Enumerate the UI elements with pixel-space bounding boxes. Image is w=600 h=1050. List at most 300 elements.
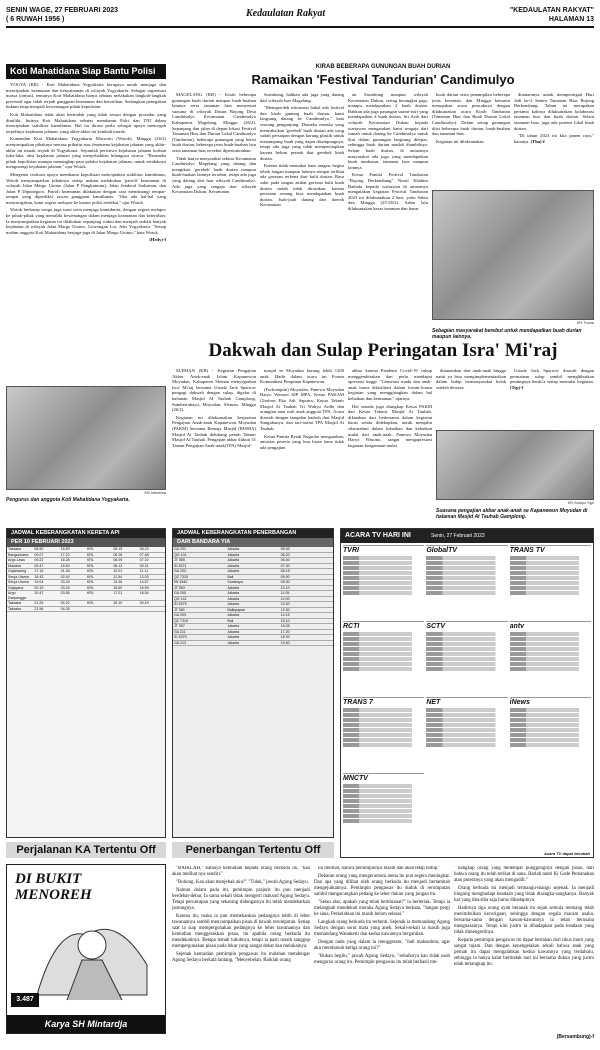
story3-col4 (436, 368, 506, 428)
story2-col1 (172, 92, 256, 332)
rail-cell: Senja Utama (8, 574, 29, 579)
rail-cell: 04.35 (60, 606, 70, 611)
story3-credit: KR-Sutopo Sgh (567, 501, 594, 505)
issue-date: SENIN WAGE, 27 FEBRUARI 2023 (6, 7, 119, 14)
rail-cell: 19.10 (113, 601, 123, 605)
flight-cell: JT 557 (174, 624, 185, 628)
flight-cell: GA 213 (174, 640, 186, 645)
story1-body (6, 82, 166, 382)
flight-cell: Jakarta (227, 552, 240, 557)
serial-c1d: Karena itu, maka ia pun memekankan pedangnya lebih di leher tawanannya sambil menyampaikan pisau di bawah rerumputan. Setiap saat ia siap mempergunakan pedangnya ke leher tawanannya dan kemudian menggerakkan pisau, itu apabila orang berkuda itu mendekatinya. Betapa lemah tubuhnya, tetapi ia pasti masih sanggup mempergunakan pisau pada lekar yang sangat dekat dan melukainya. (172, 914, 310, 949)
tv-listing-line (343, 591, 424, 595)
rail-cell: KRL (86, 574, 94, 579)
story3-c4: ditanamkan dari anak-anak hingga nanti ya bisa mengimplementasikan dalam hidup bermasyarakat kelak setelah dewasa. (436, 368, 506, 390)
story3-col5 (510, 368, 594, 428)
rail-cell: KRL (86, 563, 94, 568)
tv-channel-name: TVRI (343, 547, 359, 554)
serial-col2 (314, 866, 450, 1036)
story3-c3b: Hal senada juga diungkap Ketua PAKM dan Ketua Takmir Masjid At Tauhab, dikatakan dari berkesama dalam kegiatan harus selalu didekapkan, untuk menjalin silaturahmi dalam kebaikan dan kebaikan mulai dari anak-anak. Panewu Moyudan Haryo Wasono, sangat mengapresiasi kegiatan keagamaan mulai (348, 403, 432, 448)
rail-cell: Taksaka (8, 606, 22, 611)
tv-listing-line (343, 743, 424, 747)
comic-number: 3.487 (11, 993, 39, 1007)
flight-cell: Jakarta (227, 558, 240, 562)
story2-c1: MAGELANG (KR) - Kirab beberapa gunungan buah durian maupun buah-buahan lainnya serta tanaman hias menyemai suasana di wilayah Dusun Bojong Desa Candimulyo Kecamatan Candimulyo Kabupaten Magelang, Minggu (26/2). Sepanjang dan jalan di depan lokasi Festival Tanaman Hias dan Durian Lokal Candimulyo (Tandurian), beberapa gunungan yang berisi buah durian, beberapa jenis buah-buahan lain serta tanaman hias tersebut dipertontonkan. (172, 92, 256, 153)
rail-cell: 17.21 (113, 591, 123, 595)
rail-cell: Malabar (8, 563, 21, 568)
rail-row (7, 591, 165, 601)
flight-cell: Jakarta (227, 635, 240, 639)
tv-grid (341, 543, 593, 849)
story3-col2 (260, 368, 344, 518)
tv-listing-line (426, 743, 507, 747)
story3-caption: Suasana pengajian akbar anak-anak se Kapanewon Moyudan di halaman Masjid At Tauhab Gamplong. (436, 508, 588, 520)
story3-c2: masjid se Moyudan kurang lebih 1200 anak. Hadir dalam acara ini Forum Komunikasi Pimpinan Kapanewon. (260, 368, 344, 385)
rail-cell: Taksaka (8, 547, 22, 551)
rail-title: JADWAL KEBERANGKATAN KERETA API (7, 529, 165, 538)
tv-listing-line (426, 581, 507, 585)
rail-cell: 03.29 (60, 585, 70, 590)
tv-listing-line (343, 667, 424, 671)
story1-p2: Koti Mahatidana tidak akan bertindak yang tidak sesuai dengan prosedur yang dimiliki. Intinya Koti Mahatidana sebatas membantu Polri dan TNI dalam menciptakan stabilitas kamtibmas. Hal itu dirasa perlu sebagai upaya mencegah terjadinya kejahatan jalanan, yang akhir-akhir ini kembali marak. (6, 111, 166, 134)
flight-cell: 09.30 (280, 580, 290, 584)
story2-c3b: Ketua Panitia Festival Tandurian "Bojong Berkembang" Nurul Khakim Baihaki kepada wartawan di antaranya mengatakan kegiatan Festival Tandurian 2023 ini dilaksanakan 2 hari, yaitu Sabtu dan Minggu (25-26/2). Sabtu lalu dilaksanakan bazar tanaman dan bazar (348, 172, 428, 211)
tv-listing-line (426, 723, 507, 727)
tv-channel-name: RCTI (343, 623, 360, 630)
tv-listing-line (426, 576, 507, 580)
tv-listing-line (343, 581, 424, 585)
flight-cell: 16.05 (280, 624, 290, 628)
tv-listing-line (343, 647, 424, 651)
tv-listing-line (426, 556, 507, 560)
story2-c2c: Karena tidak memakai kaos tangan, begitu tebak langan maupun lainnya sempat terlihat ada goresan terkena duri kulit durian. Rasa sakit pada tangan akibat goresan kulit buah durian sudah tidak dirasakan, karena perasaan senang bisa mendapatkan buah durian. Juah-juah datang dari daerah Kecamatan (260, 163, 344, 208)
flight-cell: QG 101 (174, 552, 187, 557)
flight-cell: Jakarta (227, 629, 240, 634)
serial-c1e: Sejenak kemudian pemimpin pengawas itu malahan mendengar Agung Sedayu berkata lantang, "Menyebelah. Baiklah orang (172, 952, 310, 963)
rail-cell: 09.22 (34, 558, 44, 562)
flight-table (173, 547, 333, 646)
tv-date: Senin, 27 Februari 2023 (431, 533, 485, 539)
flight-cell: 17.20 (280, 629, 290, 634)
story1-lead: YOGYA (KR) - Koti Mahatidana Yogyakarta berupaya untuk menjaga dan menciptakan keamanan dan kenyamanan di wilayah Yogyakarta. Sebagai organisasi massa (ormas), tentunya Koti Mahatidana hanya sebatas melakukan langkah-langkah preventif agar tidak terjadi gangguan keamanan dan ketertiban. Sedangkan penegakan hukum tetap menjadi kewenangan pihak kepolisian. (6, 82, 166, 110)
serial-c3c: Hadirnya tiga orang ayah beranak itu sejak semula memang telah menimbulkan kecurigaan, sehingga dengan segala macam usaha, bersama-sama dengan kawan-kawannya ia telah berusaha menguasainya. Tetapi kini justru ia dihadapkan pada keadaan yang tidak dimengertinya. (454, 906, 594, 935)
tv-channel-block (510, 697, 591, 771)
flight-cell: 14.15 (280, 613, 290, 617)
tv-channel-name: GlobalTV (426, 547, 458, 554)
tv-listing-line (343, 561, 424, 565)
tv-listing-line (426, 728, 507, 732)
tv-listing-line (343, 789, 424, 793)
rail-cell: KRL (86, 558, 94, 562)
flight-cell: Jakarta (227, 585, 240, 590)
tv-channel-name: NET (426, 699, 441, 706)
rail-row (7, 607, 165, 613)
flight-cell: ID 6371 (174, 563, 187, 568)
tv-listing-line (510, 632, 591, 636)
rail-cell: Taksaka (8, 601, 22, 605)
rail-cell: 10.01 (113, 569, 123, 573)
tv-listing-line (343, 657, 424, 661)
tv-listing-line (343, 556, 424, 560)
tv-listing-line (343, 713, 424, 717)
story3-photo (436, 430, 594, 500)
tv-title: ACARA TV HARI INI (345, 532, 411, 539)
tv-listing-line (510, 728, 591, 732)
story1-photo (6, 386, 166, 490)
tv-listing-line (426, 718, 507, 722)
rail-cell (112, 607, 138, 612)
story2-c2: Srumbung, bahkan ada juga yang datang dari wilayah luar Magelang. (260, 92, 344, 103)
tv-channel-block (510, 621, 591, 695)
story1-p5: Wotok berharap warga juga turut serta menjaga kamtibmas, dengan segera melapor ke pihak-pihak yang memiliki kewenangan dalam menjaga keamanan dan ketertiban. Ia menyampaikan kegiatan ini dilakukan sepanjang waktu dan menjadi sedikit banyak kejahatan di wilayah Jalan Margo Utomo, Gowongan Lor, Jetis Yogyakarta. "Setiap malam anggota Koti Mahatidana berjaga-jaga di Jalan Margo Utomo," kata Wotok. (6, 207, 166, 235)
flight-cell: Jakarta (227, 613, 240, 617)
tv-listing-line (343, 571, 424, 575)
tv-listing-line (426, 657, 507, 661)
rail-cell: 17.18 (34, 569, 44, 573)
flight-cell: JT 561 (174, 607, 185, 612)
flight-cell: Balikpapan (227, 607, 246, 612)
rail-cell: 20.15 (34, 585, 44, 590)
flight-cell: Jakarta (227, 624, 240, 628)
flight-cell: JT 555 (174, 558, 185, 562)
story3-c1: SLEMAN (KR) - Kegiatan Pengajian Akbar Anak-anak Islam Kapanewon Moyudan, Kabupaten Sleman menyegarkan Isra' Mi'raj bersama Ustadz Jack Sparrow pengagi dakwah dengan sulap, digelar di halaman Masjid Al Tauhab Gamplong, Sumberrahayu, Moyudan, Sleman, Minggu (26/2). (172, 368, 256, 413)
rail-cell: 06.28 (113, 552, 123, 557)
serial-c2c: "Setan alas, apakah yang telah berkhianat?" ia berteriak. Tetapi ia melangkah mendekati meraka Agung Sedayu berkata, "Jangan pergi ke sana. Perkelahian ini masih belum selesai." (314, 900, 450, 917)
rail-table (7, 547, 165, 612)
rail-cell: KRL (86, 601, 94, 605)
tv-listing-line (510, 576, 591, 580)
flight-cell: QG 141 (174, 596, 187, 601)
tv-listing-line (343, 794, 424, 798)
flight-cell: 12.40 (280, 602, 290, 606)
tv-listing-line (343, 652, 424, 656)
flight-cell: 15.10 (280, 618, 290, 623)
tv-listing-line (426, 667, 507, 671)
flight-cell: GA 211 (174, 629, 186, 634)
flight-cell: Jakarta (227, 602, 240, 606)
tv-listing-line (510, 652, 591, 656)
flight-cell: Bali (227, 618, 234, 623)
story3-col3 (348, 368, 432, 518)
tv-listing-line (426, 632, 507, 636)
rail-cell: 17.22 (60, 552, 70, 557)
flight-cell: ID 6375 (174, 602, 187, 606)
tv-listing-line (426, 642, 507, 646)
story2-c4b: Kegiatan ini dilaksanakan (436, 138, 484, 144)
tv-listing-line (343, 718, 424, 722)
story2-col4 (432, 92, 510, 182)
masthead-right (510, 6, 594, 24)
story2-credit: KR-Thoha (576, 321, 594, 325)
rail-cell: Argo Dwipangga (8, 591, 26, 600)
story2-c1b: Tidak hanya masyarakat sekitar Kecamatan Candimulyo Magelang yang datang dan mengikuti 'gerebek' buah durian maupun buah-buahan lainnya tersebut, tetapi ada juga yang datang dari luar wilayah Candimulyo. Ada juga yang sengaja dari wilayah Kecamatan Dukun, Kecamatan (172, 155, 256, 195)
story1-title: Koti Mahatidana Siap Bantu Polisi (6, 64, 166, 79)
rail-cell: 07.48 (139, 552, 149, 557)
rail-cell: 09.31 (139, 563, 149, 568)
tv-channel-name: TRANS TV (509, 547, 545, 554)
tv-channel-name: SCTV (426, 623, 445, 630)
header-rule (6, 26, 594, 28)
tv-listing-line (343, 586, 424, 590)
flight-cell: GA 209 (174, 613, 186, 617)
story2-c4: buah durian serta penampilan beberapa jenis kesenian, dan Minggu kemarin merupakan acara puncaknya dengan dilaksanakan acara Kirab Tandurian (Tanaman Hias dan Buah Durian Lokal Candimulyo). Dalam setiap gunungan diisi beberapa buah durian, buah-buahan dan tanaman hias. (432, 92, 510, 137)
page-header (6, 4, 594, 46)
story2-col2 (260, 92, 344, 332)
rail-cell: 19.04 (34, 580, 44, 584)
tv-listing-line (510, 733, 591, 737)
flight-cell: Bali (227, 574, 234, 579)
tv-listing-line (510, 591, 591, 595)
rail-cell: 05.15 (113, 547, 123, 551)
tv-listing-line (343, 708, 424, 712)
story2-c2b: "Memperoleh informasi bakal ada festival dan kirab gunung buah durian, kami langsung datang ke Candimulyo," kata seorang pengunjung. Dianeka meraka yang menyaksikan 'gerebek' buah durian ada yang sudah persiapan dengan karung plastik untuk menampung buah yang dapat ditampungnya, tetapi ada juga yang tidak mempersiapkan karena belum pernah ikut gerebek buah durian. (260, 105, 344, 161)
rail-cell: Argo Lawu (8, 558, 26, 562)
rail-cell: 11.11 (139, 569, 149, 573)
tv-listing-line (343, 814, 424, 818)
serial-c1b: "Bohong. Kau akan menjebak aku?" "Tidak," jawab Agung Sedayu. (176, 880, 309, 885)
flight-cell: Surabaya (227, 580, 243, 584)
comic-panel (6, 864, 166, 1034)
tv-listing-line (343, 632, 424, 636)
comic-author: Karya SH Mintardja (7, 1015, 165, 1033)
flight-cell: GA 203 (174, 569, 186, 573)
serial-col3 (454, 866, 594, 1030)
rail-cell: KRL (86, 547, 94, 551)
rail-footer: Perjalanan KA Tertentu Off (6, 842, 166, 858)
flight-cell: 06.40 (280, 558, 290, 562)
tv-listing-line (510, 586, 591, 590)
tv-channel-block (426, 697, 507, 771)
tv-listing-line (426, 591, 507, 595)
tv-listing-line (343, 728, 424, 732)
serial-c2e: Dengan nada yang dalam ia menggeram, "Jadi maksudmu, agar aku membunuh ketiga orang ini?" (314, 940, 450, 951)
paper-name: Kedaulatan Rakyat (246, 8, 326, 19)
tv-listing-line (426, 662, 507, 666)
tv-channel-block (343, 545, 424, 619)
rail-cell: 06.09 (113, 558, 123, 562)
flight-cell: QZ 7319 (174, 618, 188, 623)
story2-caption: Sebagian masyarakat berebut untuk mendapatkan buah durian maupun lainnya. (432, 328, 582, 340)
tv-listing-line (343, 799, 424, 803)
flight-cell: Jakarta (227, 569, 240, 573)
rail-cell: 18.50 (60, 563, 70, 568)
rail-cell: 07.10 (139, 558, 149, 562)
tv-listing-line (510, 743, 591, 747)
tv-listing-line (426, 652, 507, 656)
serial-c3: nangkap orang yang melempar punggungnya dengan pisau, dari bahwa orang itu telah terikat di sana. Barlah nanti Ki Gede Pemanahan atau puteranya yang akan mengadili." (454, 866, 594, 883)
tv-note: Acara TV dapat berubah (543, 851, 590, 856)
tv-listing-line (510, 713, 591, 717)
rail-cell: 16.59 (139, 585, 149, 590)
serial-c2: ini melihat, bahwa pemimpinnya masih dan akan tetap hidup." (318, 866, 441, 871)
comic-drawing (27, 905, 157, 1005)
flight-title: JADWAL KEBERANGKATAN PENERBANGAN (173, 529, 333, 538)
tv-listing-line (426, 586, 507, 590)
rail-cell: 09.07 (34, 552, 44, 557)
tv-listing-line (343, 566, 424, 570)
flight-cell: 19.40 (280, 640, 290, 645)
rail-cell: 15.50 (113, 585, 123, 590)
tv-listing-line (510, 642, 591, 646)
rail-cell: KRL (86, 580, 94, 584)
tv-channel-block (426, 621, 507, 695)
tv-listing-line (343, 819, 424, 823)
story1-caption: Pengurus dan anggota Koti Mahatidana Yogyakarta. (6, 497, 130, 503)
flight-cell: 11.05 (280, 591, 290, 595)
tv-listing-line (426, 738, 507, 742)
tv-listing-line (343, 809, 424, 813)
serial-c3d: Kepada pemimpin pengawas itu dapat bertahan dari tikus inum yang sangat tajam. Dan dengan kenengelakan sekali bahwa anak yang pernah itu dapat mengalahkan kedua kawannya yang terdahulu, sehingga ia hanya kalut bertindak hari ini bersama dukun yang justru telah tertangkap itu. (454, 938, 594, 967)
flight-row (173, 641, 333, 647)
tv-listing-line (426, 733, 507, 737)
flight-cell: Jakarta (227, 563, 240, 568)
story3-c2c: Ketua Panitia Ryadi Nugroho mengatakan, antusias peserta yang luar biasa lama tidak ada pengajian (260, 433, 344, 450)
story1-credit: KR-Istimewa (144, 491, 166, 495)
tv-listing-line (426, 637, 507, 641)
serial-c2d: Langkah orang berkuda itu terhenti. Sejenak ia memandang Agung Sedayu dengan sorot mata yang aneh. Sekali-sekali ia masih juga memandang Wanakerti dan kedua kawannya bergantian. (314, 920, 450, 937)
rail-cell: KRL (86, 585, 94, 590)
story1-byline: (Hedy)-f (149, 237, 166, 243)
rail-cell: Senja Utama (8, 580, 29, 584)
story2-col3 (348, 92, 428, 332)
tv-listing-line (426, 561, 507, 565)
tv-listing-line (510, 662, 591, 666)
rail-cell (139, 607, 165, 612)
serial-c3b: Orang berkuda itu menjadi termangu-mangu sejenak. Ia menjadi bingung menghadapi keadaan yang tidak disangka-sangkanya. Banyak hal yang tiba-tiba saja harus dihadapinya. (454, 886, 594, 903)
rail-cell: 13.46 (113, 580, 123, 584)
tv-listing-line (343, 804, 424, 808)
rail-subtitle: PER 10 FEBRUARI 2023 (7, 538, 165, 547)
story2-kicker: KIRAB BEBERAPA GUNUNGAN BUAH DURIAN (315, 64, 451, 70)
tv-listing-line (343, 784, 424, 788)
serial-c1c: Namun dalam pada itu, pemimpin prajurit itu pun menjadi berdebar-debar. Ia sama sekali tidak mengerti maksud Agung Sedayu. Tetapi percakapan yang sekarang didengarnya itu telah mendebarkan jantungnya. (172, 888, 310, 911)
tv-listing-line (343, 576, 424, 580)
rail-cell: Gajahwong (8, 569, 27, 573)
tv-channel-name: iNews (509, 699, 530, 706)
tv-listing-line (510, 708, 591, 712)
rail-cell: 06.23 (139, 547, 149, 551)
story2-c5b: "Di tahun 2023 ini kita panen raya," katanya. (514, 133, 594, 144)
rail-cell: 18.43 (34, 574, 44, 579)
rail-cell: 08.13 (113, 563, 123, 568)
flight-footer: Penerbangan Tertentu Off (172, 842, 334, 858)
tv-header (341, 529, 593, 543)
tv-listing-line (426, 713, 507, 717)
tv-listing-line (510, 561, 591, 565)
flight-cell: IW 1840 (174, 580, 188, 584)
rail-cell: Gajayana (8, 585, 24, 590)
story3-c2b: (Forkompim) Moyudan, Panewu Moyudan Haryo Wasono SIP MPA, Ketua PAKAM Ghufron Eka Adi Saputra, Ketua Takmir Masjid At Tauhab Tri Wahyu Ardhi dan orangtua atau wali anak anggota TPA. Acara diawali dengan tampilan hadroh dari Masjid Sungubanyu, dan tari-tarian TPA Masjid At Tauhab. (260, 386, 344, 431)
rail-cell: 18.54 (139, 591, 149, 595)
tv-schedule (340, 528, 594, 858)
tv-listing-line (426, 566, 507, 570)
tv-listing-line (510, 667, 591, 671)
flight-cell: 05.45 (280, 547, 290, 551)
rail-cell: KRL (86, 552, 94, 557)
rail-cell (86, 607, 112, 612)
rail-cell: 03.55 (60, 591, 70, 595)
rail-cell: 16.28 (60, 558, 70, 562)
tv-listing-line (510, 718, 591, 722)
flight-cell: 09.00 (280, 574, 290, 579)
rail-cell: 20.19 (139, 601, 149, 605)
tv-listing-line (343, 642, 424, 646)
rail-cell: 04.22 (60, 601, 70, 605)
story2-byline: (Tha)-f (530, 138, 545, 144)
rail-cell: Bangunkarta (8, 552, 29, 557)
tv-listing-line (510, 657, 591, 661)
flight-cell: 12.00 (280, 596, 290, 601)
rail-cell: KRL (86, 569, 94, 573)
story1-p3: Komandan Koti Mahatidana Yogyakarta Marwoto (Wotok), Minggu (26/2) menyampaikan pihaknya merasa prihatin atas fenomena kejahatan jalanan yang akhir-akhir ini marak terjadi di Yogyakarta. Sejumlah peristiwa kejahatan jalanan korban luka-luka, aksi kejahatan jalanan yang menyebabkan hilangnya nyawa. "Beraneka pihak kepolisian mampu menangkap para pelaku kejahatan jalanan, untuk setidaknya mengurangi kejahatan jalanan," ujar Wotok. (6, 136, 166, 170)
rail-cell: 14.57 (139, 580, 149, 584)
tv-listing-line (426, 571, 507, 575)
story3-col1 (172, 368, 256, 518)
rail-cell: 08.50 (34, 547, 44, 551)
serial-c2b: Debaran orang yang mengerumuni arena itu pun segera meningkat. Dan apa yang dilihat oleh orang berkuda itu menjadi bertambah mengejutkannya. Pemimpin pengawas itu duduk di rerumputan sambil mengacungkan pedang ke leher dukun yang jongan itu. (314, 874, 450, 897)
comic-title: DI BUKIT MENOREH (15, 871, 92, 903)
flight-cell: GA 205 (174, 591, 186, 595)
tv-listing-line (426, 708, 507, 712)
flight-cell: GA 201 (174, 547, 186, 551)
tv-listing-line (343, 723, 424, 727)
flight-cell: Jakarta (227, 640, 240, 645)
tv-listing-line (510, 723, 591, 727)
page-number: HALAMAN 13 (548, 16, 594, 23)
tv-channel-block (343, 697, 424, 771)
flight-cell: 06.20 (280, 552, 290, 557)
tv-channel-block (343, 621, 424, 695)
story2-photo (432, 190, 594, 320)
tv-listing-line (510, 556, 591, 560)
tv-channel-block (426, 545, 507, 619)
tv-channel-block (510, 545, 591, 619)
tv-listing-line (510, 637, 591, 641)
tv-listing-line (343, 733, 424, 737)
rail-cell: KRL (86, 591, 94, 595)
rail-schedule (6, 528, 166, 838)
flight-subtitle: DARI BANDARA YIA (173, 538, 333, 547)
story1-p4: Mengenai realisasi upaya membantu kepolisian menciptakan stabilitas kamtibmas, Wotok menyampaikan pihaknya setiap malam melakukan 'patroli' keamanan di wilayah Jalan Margo Utomo (Jalan P Pangkutnum), Jalan Jenderal Sudirman, dan Jalan P Diponegoro. Patroli keamanan dilakukan dengan cara mendatangi tempat-tempat yang diprediksi rawan gangguan kamtibmas. "Jika ada hal-hal yang mencurigakan, kami segera melapor ke kantor polisi terdekat," ujar Wotok. (6, 171, 166, 205)
flight-cell: QZ 7315 (174, 574, 188, 579)
flight-schedule (172, 528, 334, 838)
issue-ruwah: ( 6 RUWAH 1956 ) (6, 16, 65, 23)
tv-listing-line (510, 647, 591, 651)
masthead-left (6, 6, 118, 24)
story2-col5 (514, 92, 594, 192)
flight-cell: JT 563 (174, 585, 185, 590)
story3-title: Dakwah dan Sulap Peringatan Isra' Mi'raj (208, 340, 558, 361)
serial-end: (Bersambung)-f (556, 1034, 594, 1040)
story3-c5: Ustadz Jack Sparrow diawali dengan permainan sulap sambil menghiburkan pentingnya berdo'a setiap memulai kegiatan. (510, 368, 594, 385)
story3-c1b: Kegiatan ini dilaksanakan kerjasama Pengajian Anak-anak Kapanewon Moyudan (PAKM) bersama Remaja Masjid (RISMA) Masjid At Tauhab didukung penuh Takmir Masjid At Tauhab. Pengajian akbar diikuti 31 Taman Pengajian Anak-anak(TPA) Masjid- (172, 414, 256, 448)
section-name: "KEDAULATAN RAKYAT" (509, 7, 594, 14)
rail-cell: 03.25 (60, 580, 70, 584)
flight-cell: 13.30 (280, 607, 290, 612)
serial-c2f: "Bukan begitu," jawab Agung Sedayu, "sebaiknya kau tidak usah mengurus orang itu. Pemimpin pengawas itu telah berhasil me- (314, 954, 450, 965)
tv-listing-line (343, 637, 424, 641)
tv-channel-name: MNCTV (343, 775, 368, 782)
flight-cell: 07.30 (280, 563, 290, 568)
flight-cell: 18.30 (280, 635, 290, 639)
tv-channel-name: TRANS 7 (343, 699, 373, 706)
flight-cell: Jakarta (227, 591, 240, 595)
rail-cell: 21.25 (34, 601, 44, 605)
flight-cell: Jakarta (227, 596, 240, 601)
tv-listing-line (510, 581, 591, 585)
rail-cell: 15.59 (60, 547, 70, 551)
tv-channel-block (343, 773, 424, 847)
rail-cell: 02.40 (60, 574, 70, 579)
